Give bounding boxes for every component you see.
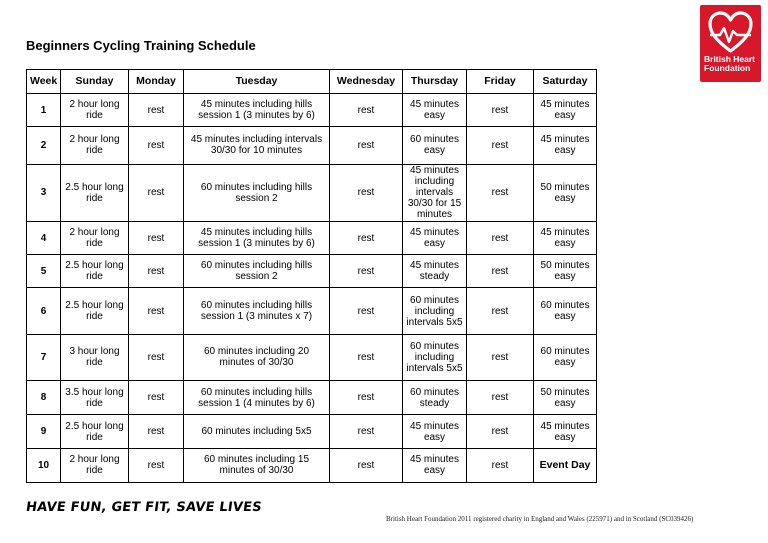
thursday-cell: 60 minutes easy bbox=[403, 127, 467, 164]
wednesday-cell: rest bbox=[330, 127, 403, 164]
footer-charity-note: British Heart Foundation 2011 registered charity in England and Wales (225971) and in Scotland (SC039426) bbox=[386, 515, 694, 523]
sunday-cell: 2.5 hour long ride bbox=[61, 164, 129, 221]
saturday-cell: 50 minutes easy bbox=[534, 381, 597, 415]
table-row bbox=[27, 334, 597, 380]
saturday-cell: Event Day bbox=[534, 448, 597, 482]
friday-cell: rest bbox=[467, 288, 534, 334]
saturday-cell: 50 minutes easy bbox=[534, 255, 597, 288]
week-cell: 3 bbox=[27, 164, 61, 221]
wednesday-cell: rest bbox=[330, 164, 403, 221]
monday-cell: rest bbox=[129, 381, 184, 415]
table-row bbox=[27, 448, 597, 482]
sunday-cell: 2 hour long ride bbox=[61, 94, 129, 127]
tuesday-cell: 45 minutes including hills session 1 (3 minutes by 6) bbox=[184, 94, 330, 127]
column-header: Saturday bbox=[534, 70, 597, 94]
thursday-cell: 60 minutes including intervals 5x5 bbox=[403, 334, 467, 380]
table-row bbox=[27, 94, 597, 127]
wednesday-cell: rest bbox=[330, 334, 403, 380]
logo-text-line1: British Heart bbox=[704, 54, 756, 64]
slogan: HAVE FUN, GET FIT, SAVE LIVES bbox=[24, 500, 263, 515]
friday-cell: rest bbox=[467, 94, 534, 127]
monday-cell: rest bbox=[129, 255, 184, 288]
monday-cell: rest bbox=[129, 164, 184, 221]
column-header: Wednesday bbox=[330, 70, 403, 94]
sunday-cell: 3.5 hour long ride bbox=[61, 381, 129, 415]
column-header: Thursday bbox=[403, 70, 467, 94]
friday-cell: rest bbox=[467, 127, 534, 164]
table-row bbox=[27, 288, 597, 334]
wednesday-cell: rest bbox=[330, 381, 403, 415]
thursday-cell: 60 minutes steady bbox=[403, 381, 467, 415]
wednesday-cell: rest bbox=[330, 94, 403, 127]
tuesday-cell: 60 minutes including hills session 2 bbox=[184, 255, 330, 288]
monday-cell: rest bbox=[129, 127, 184, 164]
thursday-cell: 45 minutes easy bbox=[403, 221, 467, 254]
sunday-cell: 3 hour long ride bbox=[61, 334, 129, 380]
friday-cell: rest bbox=[467, 164, 534, 221]
wednesday-cell: rest bbox=[330, 221, 403, 254]
friday-cell: rest bbox=[467, 381, 534, 415]
saturday-cell: 45 minutes easy bbox=[534, 221, 597, 254]
week-cell: 9 bbox=[27, 415, 61, 448]
heart-logo-icon bbox=[707, 11, 754, 55]
column-header: Tuesday bbox=[184, 70, 330, 94]
week-cell: 5 bbox=[27, 255, 61, 288]
tuesday-cell: 60 minutes including hills session 1 (4 minutes by 6) bbox=[184, 381, 330, 415]
table-row bbox=[27, 415, 597, 448]
saturday-cell: 45 minutes easy bbox=[534, 415, 597, 448]
week-cell: 2 bbox=[27, 127, 61, 164]
column-header: Friday bbox=[467, 70, 534, 94]
column-header: Monday bbox=[129, 70, 184, 94]
table-row bbox=[27, 221, 597, 254]
saturday-cell: 60 minutes easy bbox=[534, 288, 597, 334]
tuesday-cell: 45 minutes including intervals 30/30 for 10 minutes bbox=[184, 127, 330, 164]
tuesday-cell: 60 minutes including 15 minutes of 30/30 bbox=[184, 448, 330, 482]
column-header: Sunday bbox=[61, 70, 129, 94]
friday-cell: rest bbox=[467, 415, 534, 448]
sunday-cell: 2 hour long ride bbox=[61, 448, 129, 482]
training-schedule-table bbox=[26, 69, 597, 483]
tuesday-cell: 60 minutes including hills session 1 (3 minutes x 7) bbox=[184, 288, 330, 334]
monday-cell: rest bbox=[129, 94, 184, 127]
monday-cell: rest bbox=[129, 334, 184, 380]
wednesday-cell: rest bbox=[330, 415, 403, 448]
week-cell: 6 bbox=[27, 288, 61, 334]
bhf-logo bbox=[700, 5, 761, 82]
tuesday-cell: 60 minutes including hills session 2 bbox=[184, 164, 330, 221]
monday-cell: rest bbox=[129, 288, 184, 334]
thursday-cell: 45 minutes easy bbox=[403, 415, 467, 448]
friday-cell: rest bbox=[467, 448, 534, 482]
sunday-cell: 2.5 hour long ride bbox=[61, 288, 129, 334]
tuesday-cell: 45 minutes including hills session 1 (3 minutes by 6) bbox=[184, 221, 330, 254]
thursday-cell: 45 minutes easy bbox=[403, 448, 467, 482]
saturday-cell: 60 minutes easy bbox=[534, 334, 597, 380]
thursday-cell: 45 minutes easy bbox=[403, 94, 467, 127]
week-cell: 10 bbox=[27, 448, 61, 482]
monday-cell: rest bbox=[129, 448, 184, 482]
friday-cell: rest bbox=[467, 221, 534, 254]
column-header: Week bbox=[27, 70, 61, 94]
thursday-cell: 45 minutes steady bbox=[403, 255, 467, 288]
wednesday-cell: rest bbox=[330, 448, 403, 482]
wednesday-cell: rest bbox=[330, 255, 403, 288]
table-row bbox=[27, 127, 597, 164]
table-header-row bbox=[27, 70, 597, 94]
week-cell: 1 bbox=[27, 94, 61, 127]
thursday-cell: 45 minutes including intervals 30/30 for 15 minutes bbox=[403, 164, 467, 221]
week-cell: 8 bbox=[27, 381, 61, 415]
wednesday-cell: rest bbox=[330, 288, 403, 334]
week-cell: 4 bbox=[27, 221, 61, 254]
sunday-cell: 2 hour long ride bbox=[61, 221, 129, 254]
page-title: Beginners Cycling Training Schedule bbox=[26, 38, 256, 53]
table-row bbox=[27, 381, 597, 415]
saturday-cell: 45 minutes easy bbox=[534, 127, 597, 164]
tuesday-cell: 60 minutes including 20 minutes of 30/30 bbox=[184, 334, 330, 380]
monday-cell: rest bbox=[129, 221, 184, 254]
sunday-cell: 2.5 hour long ride bbox=[61, 255, 129, 288]
table-row bbox=[27, 164, 597, 221]
friday-cell: rest bbox=[467, 334, 534, 380]
table-row bbox=[27, 255, 597, 288]
monday-cell: rest bbox=[129, 415, 184, 448]
sunday-cell: 2 hour long ride bbox=[61, 127, 129, 164]
logo-text-line2: Foundation bbox=[704, 63, 751, 73]
week-cell: 7 bbox=[27, 334, 61, 380]
thursday-cell: 60 minutes including intervals 5x5 bbox=[403, 288, 467, 334]
friday-cell: rest bbox=[467, 255, 534, 288]
sunday-cell: 2.5 hour long ride bbox=[61, 415, 129, 448]
tuesday-cell: 60 minutes including 5x5 bbox=[184, 415, 330, 448]
saturday-cell: 50 minutes easy bbox=[534, 164, 597, 221]
saturday-cell: 45 minutes easy bbox=[534, 94, 597, 127]
